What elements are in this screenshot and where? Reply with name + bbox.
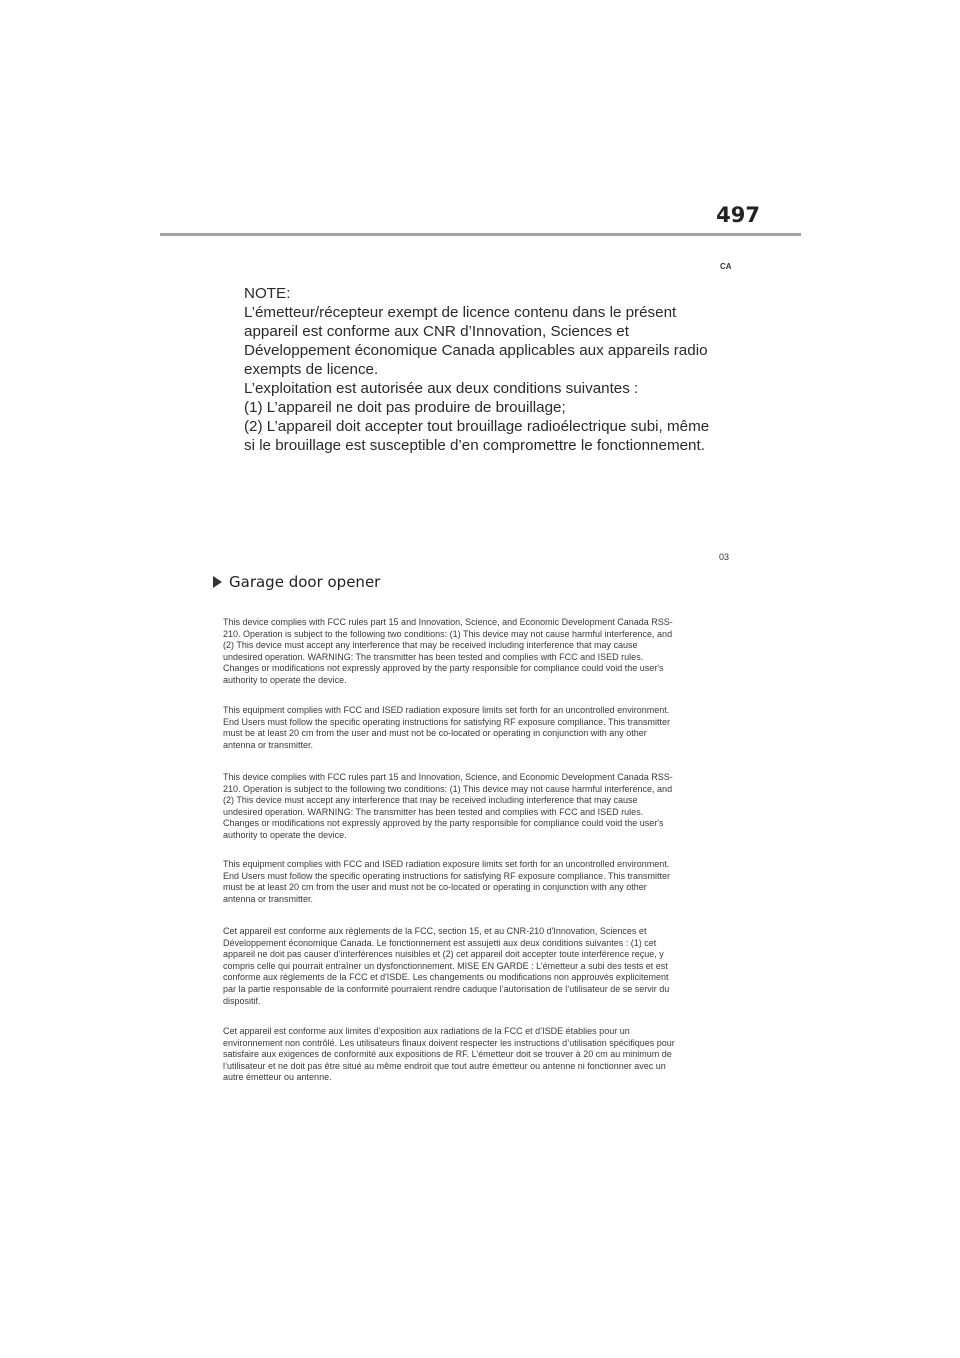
triangle-bullet-icon: [213, 576, 222, 588]
note-heading: NOTE:: [244, 285, 291, 302]
paragraph-line: 210. Operation is subject to the following two conditions: (1) This device may not cause harmful interference, and: [223, 783, 673, 794]
paragraph-line: authority to operate the device.: [223, 674, 347, 685]
paragraph-line: satisfaire aux exigences de conformité aux expositions de RF. L’émetteur doit se trouver à 20 cm au minimum de: [223, 1049, 672, 1060]
paragraph-line: This equipment complies with FCC and ISED radiation exposure limits set forth for an uncontrolled environment.: [223, 705, 670, 715]
paragraph-line: antenna or transmitter.: [223, 739, 314, 750]
paragraph-line: Cet appareil est conforme aux règlements de la FCC, section 15, et au CNR-210 d'Innovation, Sciences et: [223, 926, 647, 936]
region-label: CA: [720, 262, 732, 271]
paragraph-line: undesired operation. WARNING: The transmitter has been tested and complies with FCC and ISED rules.: [223, 651, 644, 662]
paragraph-line: This device complies with FCC rules part 15 and Innovation, Science, and Economic Development Canada RSS-: [223, 617, 673, 627]
paragraph-line: End Users must follow the specific operating instructions for satisfying RF exposure compliance. This transmitter: [223, 870, 671, 881]
paragraph-line: appareil ne doit pas causer d’interférences nuisibles et (2) cet appareil doit accepter toute interférence reçue, y: [223, 949, 664, 960]
paragraph-line: autre émetteur ou antenne.: [223, 1072, 332, 1083]
note-line: Développement économique Canada applicables aux appareils radio: [244, 342, 708, 359]
paragraph-line: This device complies with FCC rules part 15 and Innovation, Science, and Economic Development Canada RSS-: [223, 772, 673, 782]
paragraph-line: (2) This device must accept any interference that may be received including interference that may cause: [223, 795, 638, 806]
compliance-paragraph-fr-2: [223, 1026, 763, 1084]
paragraph-line: antenna or transmitter.: [223, 893, 314, 904]
note-line: si le brouillage est susceptible d’en compromettre le fonctionnement.: [244, 437, 705, 454]
note-line: exempts de licence.: [244, 361, 379, 378]
section-heading: [213, 573, 380, 591]
compliance-paragraph-fr-1: [223, 926, 763, 1007]
page-number: 497: [716, 203, 760, 227]
paragraph-line: environnement non contrôlé. Les utilisateurs finaux doivent respecter les instructions d’utilisation spécifiques pour: [223, 1037, 675, 1048]
paragraph-line: l’utilisateur et ne doit pas être situé au même endroit que tout autre émetteur ou antenne ni fonctionner avec un: [223, 1060, 666, 1071]
note-line: L’exploitation est autorisée aux deux conditions suivantes :: [244, 380, 639, 397]
compliance-paragraph-fcc-1: [223, 617, 763, 687]
paragraph-line: par la partie responsable de la conformité pourraient rendre caduque l’autorisation de l’utilisateur de se servir du: [223, 983, 670, 994]
note-line: appareil est conforme aux CNR d’Innovation, Sciences et: [244, 323, 629, 340]
compliance-paragraph-rf-2: [223, 859, 763, 905]
paragraph-line: compris celle qui pourrait entraîner un dysfonctionnement. MISE EN GARDE : L’émetteur a subi des tests et est: [223, 960, 668, 971]
paragraph-line: authority to operate the device.: [223, 829, 347, 840]
paragraph-line: must be at least 20 cm from the user and must not be co-located or operating in conjunction with any other: [223, 728, 647, 739]
compliance-paragraph-rf-1: [223, 705, 763, 751]
paragraph-line: dispositif.: [223, 995, 261, 1006]
paragraph-line: (2) This device must accept any interference that may be received including interference that may cause: [223, 640, 638, 651]
paragraph-line: Développement économique Canada. Le fonctionnement est assujetti aux deux conditions suivantes : (1) cet: [223, 937, 657, 948]
figure-code-label: 03: [719, 552, 730, 562]
paragraph-line: Cet appareil est conforme aux limites d’exposition aux radiations de la FCC et d’ISDE établies pour un: [223, 1026, 630, 1036]
paragraph-line: Changes or modifications not expressly approved by the party responsible for compliance could void the user's: [223, 818, 664, 829]
paragraph-line: End Users must follow the specific operating instructions for satisfying RF exposure compliance. This transmitter: [223, 716, 671, 727]
compliance-paragraph-fcc-2: [223, 772, 763, 842]
note-line: (1) L’appareil ne doit pas produire de brouillage;: [244, 399, 566, 416]
paragraph-line: undesired operation. WARNING: The transmitter has been tested and complies with FCC and ISED rules.: [223, 806, 644, 817]
note-line: L’émetteur/récepteur exempt de licence contenu dans le présent: [244, 304, 677, 321]
canada-license-note: [244, 284, 724, 455]
header-rule: [160, 233, 801, 236]
paragraph-line: Changes or modifications not expressly approved by the party responsible for compliance could void the user's: [223, 663, 664, 674]
paragraph-line: must be at least 20 cm from the user and must not be co-located or operating in conjunction with any other: [223, 882, 647, 893]
paragraph-line: conforme aux règlements de la FCC et d'ISDE. Les changements ou modifications non approuvés explicitement: [223, 972, 669, 983]
note-line: (2) L’appareil doit accepter tout brouillage radioélectrique subi, même: [244, 418, 710, 435]
paragraph-line: This equipment complies with FCC and ISED radiation exposure limits set forth for an uncontrolled environment.: [223, 859, 670, 869]
section-title: Garage door opener: [229, 573, 381, 591]
paragraph-line: 210. Operation is subject to the following two conditions: (1) This device may not cause harmful interference, and: [223, 628, 673, 639]
